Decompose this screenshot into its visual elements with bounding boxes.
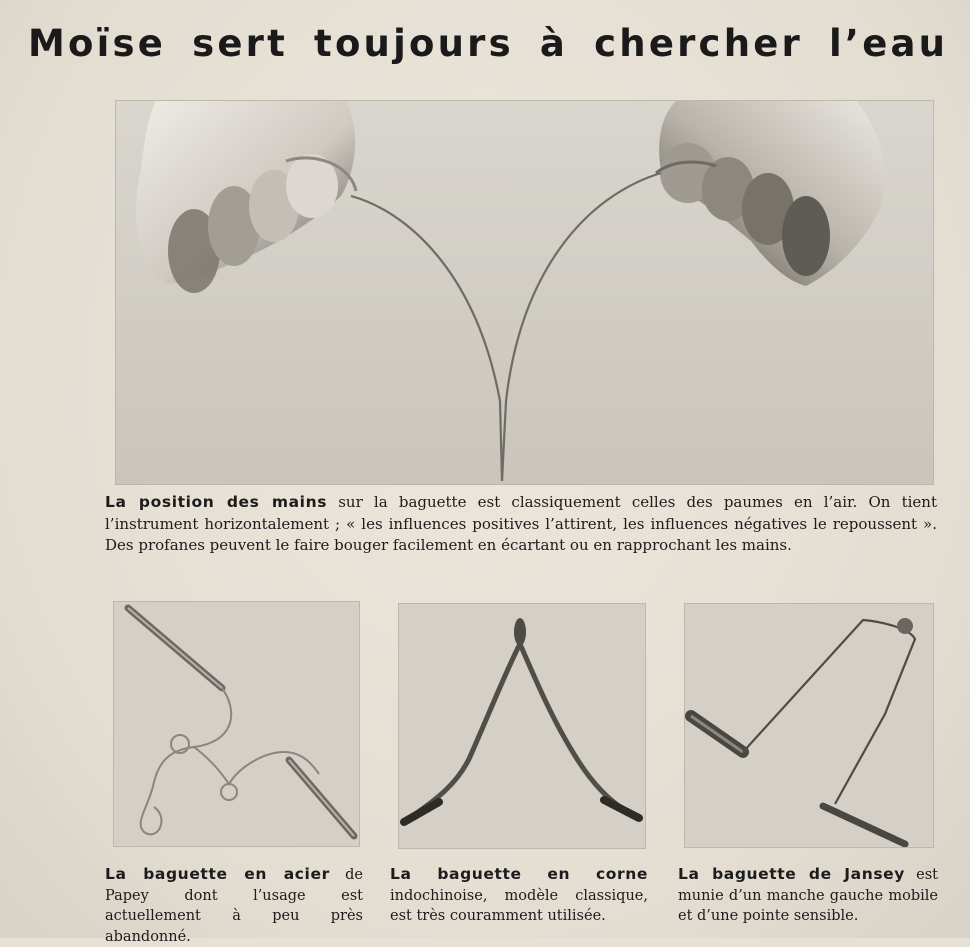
- steel-rod-icon: [114, 602, 359, 846]
- page-title: Moïse sert toujours à chercher l’eau: [28, 22, 949, 65]
- hands-holding-rod-photo: [115, 100, 934, 485]
- steel-rod-caption-lead: La baguette en acier: [105, 865, 330, 883]
- horn-rod-icon: [399, 604, 645, 848]
- horn-rod-caption: [390, 864, 648, 927]
- left-hand-icon: [136, 101, 356, 293]
- steel-rod-photo: [113, 601, 360, 847]
- main-caption-text: sur la baguette est classiquement celles des paumes en l’air. On tient l’instrument horizontalement ; « les influences positives l’attirent, les influences négatives le repoussent ». Des profanes peuvent le faire bouger facilement en écartant ou en rapprochant les mains.: [105, 493, 937, 554]
- steel-rod-caption: [105, 864, 363, 947]
- hands-illustration: [116, 101, 933, 484]
- jansey-rod-caption: [678, 864, 938, 927]
- jansey-rod-icon: [685, 604, 933, 847]
- jansey-rod-caption-lead: La baguette de Jansey: [678, 865, 905, 883]
- horn-rod-caption-text: indochinoise, modèle classique, est très couramment utilisée.: [390, 887, 648, 924]
- right-hand-icon: [656, 101, 885, 286]
- jansey-rod-photo: [684, 603, 934, 848]
- main-caption-lead: La position des mains: [105, 493, 328, 511]
- jansey-rod-caption-text: est munie d’un manche gauche mobile et d’une pointe sensible.: [678, 867, 938, 924]
- horn-rod-photo: [398, 603, 646, 849]
- main-photo-caption: [105, 492, 937, 557]
- horn-rod-caption-lead: La baguette en corne: [390, 865, 648, 883]
- steel-rod-caption-text: de Papey dont l’usage est actuellement à peu près abandonné.: [105, 867, 364, 945]
